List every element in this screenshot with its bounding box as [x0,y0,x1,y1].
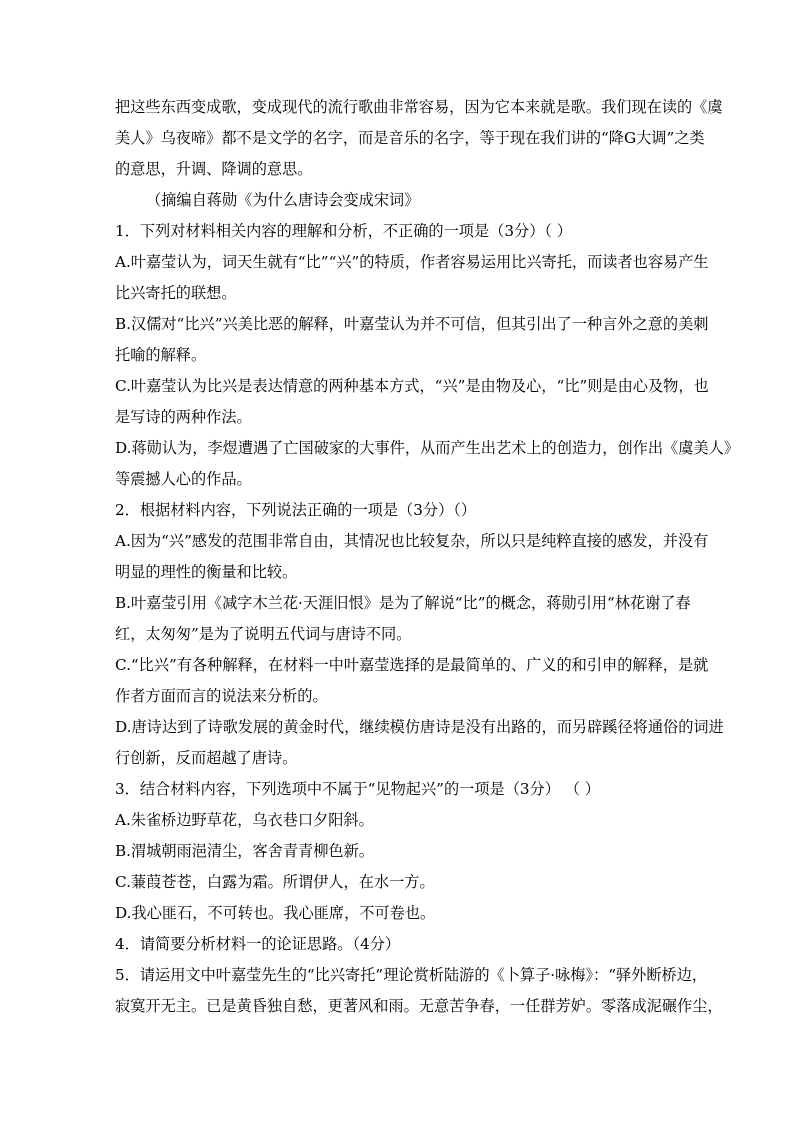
question-1-option-b-cont: 托喻的解释。 [115,346,207,364]
question-2-option-a-cont: 明显的理性的衡量和比较。 [115,563,298,581]
question-5-stem-cont: 寂寞开无主。已是黄昏独自愁，更著风和雨。无意苦争春，一任群芳妒。零落成泥碾作尘， [115,997,723,1015]
source-citation: （摘编自蒋勋《为什么唐诗会变成宋词》 [146,191,420,209]
question-3-option-d: D.我心匪石，不可转也。我心匪席，不可卷也。 [115,904,436,922]
question-1-stem: 1．下列对材料相关内容的理解和分析，不正确的一项是（3分）（ ） [115,222,572,240]
question-3-stem: 3．结合材料内容，下列选项中不属于“见物起兴”的一项是（3分） （ ） [115,780,600,798]
question-2-option-d-cont: 行创新，反而超越了唐诗。 [115,749,298,767]
text-line: 的意思，升调、降调的意思。 [115,160,313,178]
question-1-option-a-cont: 比兴寄托的联想。 [115,284,237,302]
text-line: 把这些东西变成歌，变成现代的流行歌曲非常容易，因为它本来就是歌。我们现在读的《虞 [115,98,723,116]
question-1-option-c: C.叶嘉莹认为比兴是表达情意的两种基本方式，“兴”是由物及心，“比”则是由心及物，也 [115,377,709,395]
question-2-option-b: B.叶嘉莹引用《减字木兰花·天涯旧恨》是为了解说“比”的概念，蒋勋引用“林花谢了春 [115,594,691,612]
question-2-stem: 2．根据材料内容，下列说法正确的一项是（3分）（） [115,501,477,519]
question-2-option-b-cont: 红，太匆匆”是为了说明五代词与唐诗不同。 [115,625,412,643]
question-1-option-c-cont: 是写诗的两种作法。 [115,408,252,426]
question-1-option-d-cont: 等震撼人心的作品。 [115,470,252,488]
question-2-option-a: A.因为“兴”感发的范围非常自由，其情况也比较复杂，所以只是纯粹直接的感发，并没有 [115,532,709,550]
question-3-option-a: A.朱雀桥边野草花，乌衣巷口夕阳斜。 [115,811,374,829]
text-line: 美人》乌夜啼》都不是文学的名字，而是音乐的名字，等于现在我们讲的“降G大调”之类 [115,129,705,147]
question-2-option-c: C.“比兴”有各种解释，在材料一中叶嘉莹选择的是最简单的、广义的和引申的解释，是就 [115,656,709,674]
question-3-option-c: C.蒹葭苍苍，白露为霜。所谓伊人，在水一方。 [115,873,435,891]
question-2-option-d: D.唐诗达到了诗歌发展的黄金时代，继续模仿唐诗是没有出路的，而另辟蹊径将通俗的词进 [115,718,724,736]
question-3-option-b: B.渭城朝雨浥清尘，客舍青青柳色新。 [115,842,374,860]
question-1-option-b: B.汉儒对“比兴”兴美比恶的解释，叶嘉莹认为并不可信，但其引出了一种言外之意的美刺 [115,315,709,333]
question-2-option-c-cont: 作者方面而言的说法来分析的。 [115,687,328,705]
question-1-option-d: D.蒋勋认为，李煜遭遇了亡国破家的大事件，从而产生出艺术上的创造力，创作出《虞美人》 [115,439,739,457]
question-4-stem: 4．请简要分析材料一的论证思路。（4分） [115,935,401,953]
question-1-option-a: A.叶嘉莹认为，词天生就有“比”“兴”的特质，作者容易运用比兴寄托，而读者也容易产生 [115,253,709,271]
question-5-stem: 5．请运用文中叶嘉莹先生的“比兴寄托”理论赏析陆游的《卜算子·咏梅》：“驿外断桥边， [115,966,708,984]
